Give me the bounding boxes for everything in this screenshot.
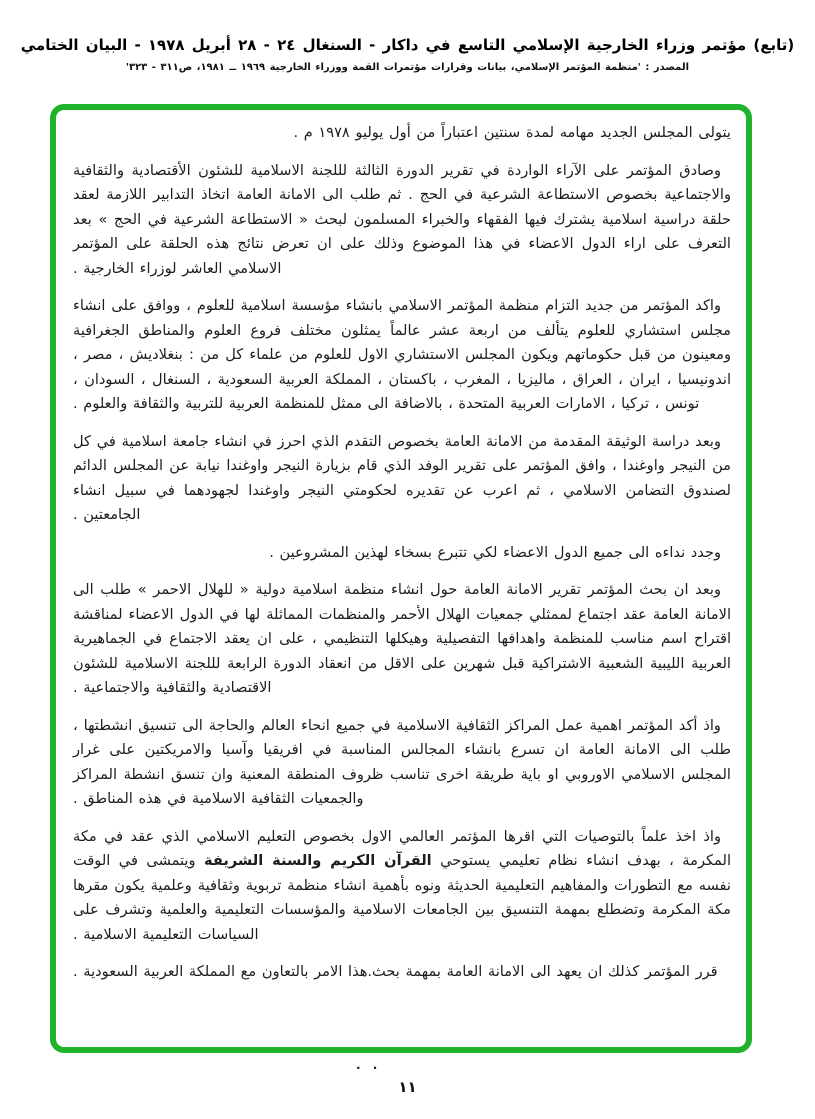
- highlight-frame: [50, 104, 752, 1053]
- paragraph: [73, 294, 731, 417]
- page-number: ١١: [398, 1078, 417, 1096]
- paragraph-text: ويتمشى في الوقت نفسه مع التطورات والمفاهيم التعليمية الحديثة ونوه بأهمية انشاء منظمة تربوية وثقافية وعلمية يكون مقرها مكة المكرمة وتضطلع بمهمة التنسيق بين الجامعات الاسلامية والمؤسسات التعليمية والعلمية وتشرف على السياسات التعليمية الاسلامية .: [73, 852, 731, 943]
- paragraph-text: وصادق المؤتمر على الآراء الواردة في تقرير الدورة الثالثة لللجنة الاسلامية للشئون الأقتصادية والثقافية والاجتماعية بخصوص الاستطاعة الشرعية في الحج . ثم طلب الى الامانة العامة اتخاذ التدابير اللازمة لعقد حلقة دراسية اسلامية يشترك فيها الفقهاء والخبراء المسلمون لبحث « الاستطاعة الشرعية في الحج » بعد التعرف على اراء الدول الاعضاء في هذا الموضوع وذلك على ان تعرض نتائج هذه الحلقة على المؤتمر الاسلامي العاشر لوزراء الخارجية .: [73, 161, 731, 277]
- paragraph-text: واذ أكد المؤتمر اهمية عمل المراكز الثقافية الاسلامية في جميع انحاء العالم والحاجة الى تنسيق انشطتها ، طلب الى الامانة العامة ان تسرع بانشاء المجالس المناسبة في افريقيا وآسيا والامريكتين على غرار المجلس الاسلامي الاوروبي او باية طريقة اخرى تناسب ظروف المنطقة المعنية وان تنسق انشطة المراكز والجمعيات الثقافية الاسلامية في هذه المناطق .: [73, 716, 731, 807]
- paragraph: [73, 825, 731, 948]
- footer-dots: . .: [356, 1058, 382, 1072]
- paragraph: [73, 121, 731, 146]
- paragraph: [73, 541, 731, 566]
- paragraph-text: يتولى المجلس الجديد مهامه لمدة سنتين اعتباراً من أول يوليو ١٩٧٨ م .: [293, 124, 731, 141]
- source-line: المصدر : 'منظمة المؤتمر الإسلامي، بيانات وقرارات مؤتمرات القمة ووزراء الخارجية ١٩٦٩ ــ ١٩٨١، ص٣١١ - ٣٢٣': [125, 62, 690, 73]
- paragraph-text: واذ اخذ علماً بالتوصيات التي اقرها المؤتمر العالمي الاول بخصوص التعليم الاسلامي الذي عقد في مكة المكرمة ، بهدف انشاء نظام تعليمي يستوحي: [73, 827, 731, 869]
- paragraph: [73, 159, 731, 282]
- paragraph: [73, 430, 731, 528]
- paragraph: [73, 960, 731, 985]
- paragraph-text: وجدد نداءه الى جميع الدول الاعضاء لكي تتبرع بسخاء لهذين المشروعين .: [269, 543, 721, 561]
- paragraph-text: قرر المؤتمر كذلك ان يعهد الى الامانة العامة بمهمة بحث.هذا الامر بالتعاون مع المملكة العربية السعودية .: [73, 963, 718, 980]
- paragraph: [73, 578, 731, 701]
- paragraph: [73, 714, 731, 812]
- paragraph-text: واكد المؤتمر من جديد التزام منظمة المؤتمر الاسلامي بانشاء مؤسسة اسلامية للعلوم ، ووافق على انشاء مجلس استشاري للعلوم يتألف من اربعة عشر عالماً يمثلون مختلف فروع العلوم والمناطق الجغرافية ومعينون من قبل حكوماتهم ويكون المجلس الاستشاري الاول للعلوم من علماء كل من : بنغلاديش ، مصر ، اندونيسيا ، ايران ، العراق ، ماليزيا ، المغرب ، باكستان ، المملكة العربية السعودية ، السنغال ، السودان ، تونس ، تركيا ، الامارات العربية المتحدة ، بالاضافة الى ممثل للمنظمة العربية للتربية والثقافة والعلوم .: [73, 297, 731, 412]
- paragraph-bold-text: القرآن الكريم والسنة الشريفة: [204, 852, 432, 869]
- paragraph-text: وبعد دراسة الوثيقة المقدمة من الامانة العامة بخصوص التقدم الذي احرز في انشاء جامعة اسلامية في كل من النيجر واوغندا ، وافق المؤتمر على تقرير الوفد الذي قام بزيارة النيجر واوغندا نيابة عن المجلس الدائم لصندوق التضامن الاسلامي ، ثم اعرب عن تقديره لحكومتي النيجر واوغندا لجهودهما في سبيل انشاء الجامعتين .: [73, 432, 731, 523]
- document-title: (تابع) مؤتمر وزراء الخارجية الإسلامي التاسع في داكار - السنغال ٢٤ - ٢٨ أبريل ١٩٧٨ - البيان الختامي: [20, 36, 795, 54]
- page-header: [0, 36, 815, 73]
- paragraph-text: وبعد ان بحث المؤتمر تقرير الامانة العامة حول انشاء منظمة اسلامية دولية « للهلال الاحمر » طلب الى الامانة العامة عقد اجتماع لممثلي جمعيات الهلال الأحمر والمنظمات المماثلة لها في الدول الاعضاء لمناقشة اقتراح اسم مناسب للمنظمة واهدافها التفصيلية وهيكلها التنظيمي ، على ان يعقد الاجتماع في الجماهيرية العربية الليبية الشعبية الاشتراكية قبل شهرين على الاقل من انعقاد الدورة الرابعة لللجنة الاسلامية للشئون الاقتصادية والثقافية والاجتماعية .: [73, 581, 731, 696]
